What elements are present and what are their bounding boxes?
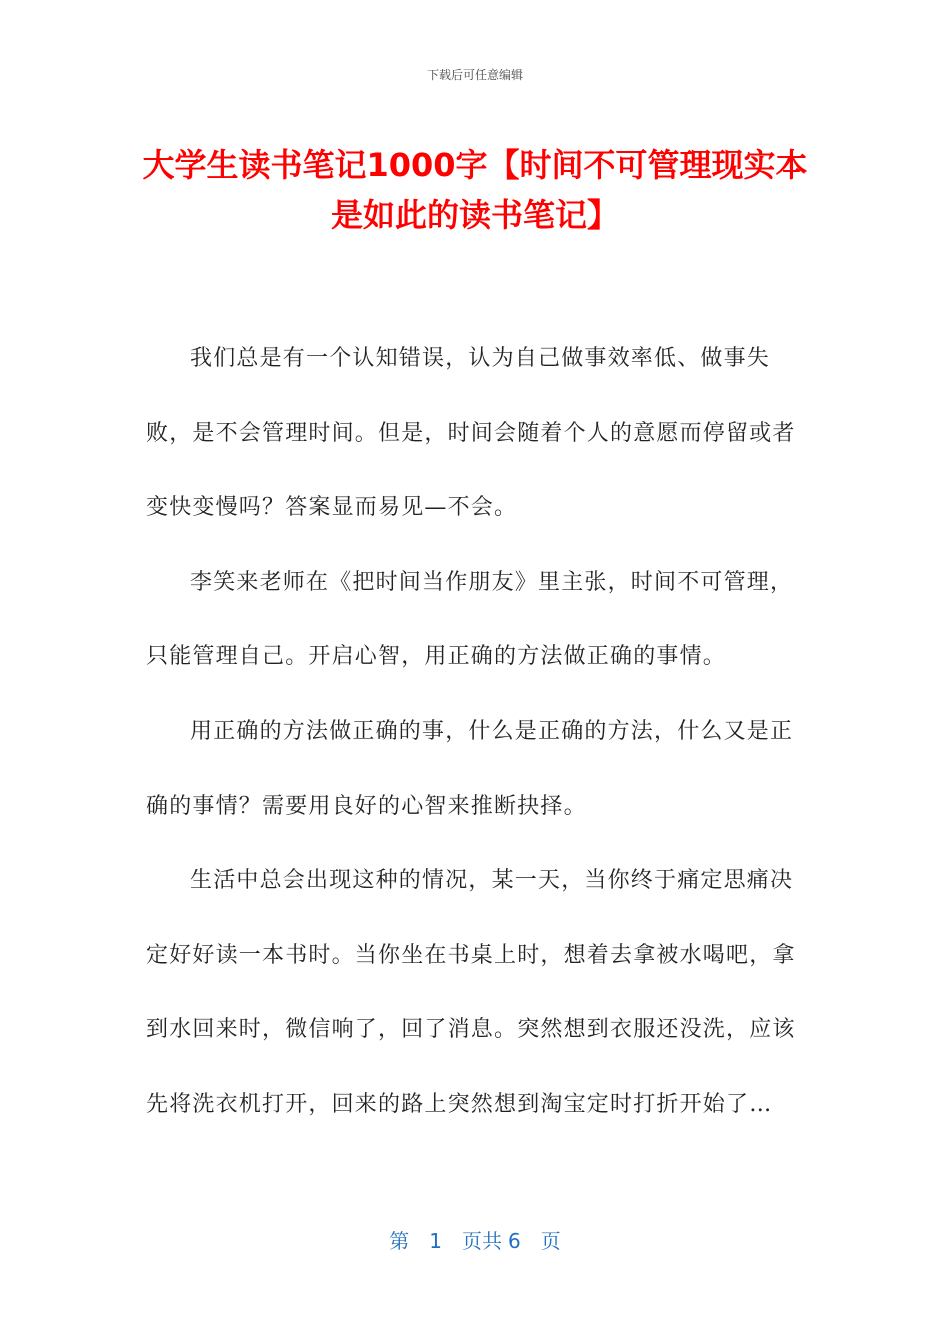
paragraph: 用正确的方法做正确的事，什么是正确的方法，什么又是正确的事情？需要用良好的心智来推断抉择。 xyxy=(146,718,794,819)
current-page: 1 xyxy=(429,1229,442,1253)
paragraph: 李笑来老师在《把时间当作朋友》里主张，时间不可管理，只能管理自己。开启心智，用正确的方法做正确的事情。 xyxy=(146,569,794,670)
header-note: 下载后可任意编辑 xyxy=(426,68,523,82)
page-label-mid: 页共 xyxy=(462,1229,502,1253)
paragraph: 我们总是有一个认知错误，认为自己做事效率低、做事失败，是不会管理时间。但是，时间会随着个人的意愿而停留或者变快变慢吗？答案显而易见—不会。 xyxy=(146,346,796,521)
document-body xyxy=(146,322,798,1143)
paragraph: 生活中总会出现这种的情况，某一天，当你终于痛定思痛决定好好读一本书时。当你坐在书桌上时，想着去拿被水喝吧，拿到水回来时，微信响了，回了消息。突然想到衣服还没洗，应该先将洗衣机打开，回来的路上突然想到淘宝定时打折开始了… xyxy=(146,868,796,1117)
document-title: 大学生读书笔记1000字【时间不可管理现实本是如此的读书笔记】 xyxy=(142,146,808,234)
page-number-footer xyxy=(0,1225,950,1254)
page-label-suffix: 页 xyxy=(540,1229,561,1253)
page-label-prefix: 第 xyxy=(389,1229,410,1253)
total-pages: 6 xyxy=(508,1229,521,1253)
